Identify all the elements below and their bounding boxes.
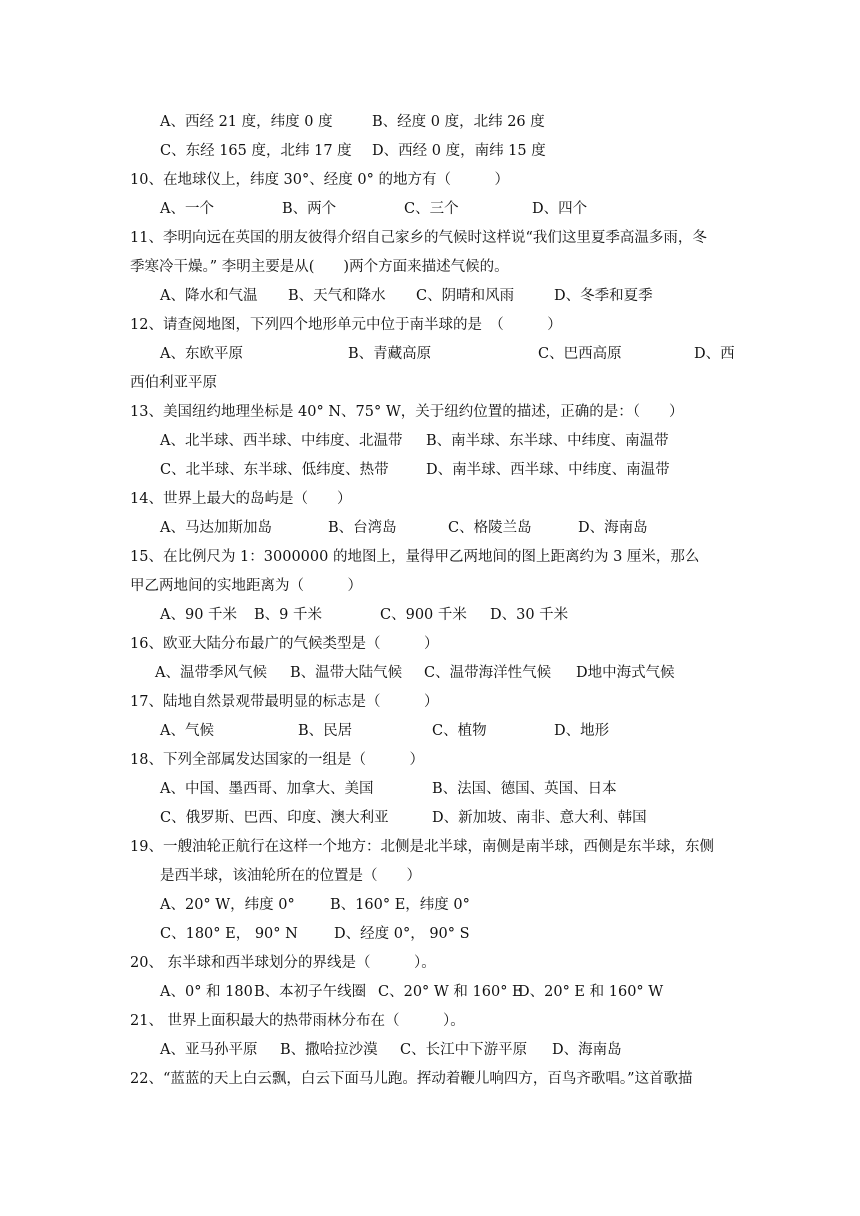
- question-11-cont: 季寒冷干燥。” 李明主要是从( )两个方面来描述气候的。: [130, 259, 509, 275]
- option-line: [160, 141, 770, 161]
- option-line: [160, 982, 770, 1002]
- option-c: C、东经 165 度，北纬 17 度: [160, 143, 352, 159]
- option-line: [160, 895, 770, 915]
- option-c: C、植物: [432, 723, 487, 739]
- option-a: A、0° 和 180: [160, 984, 253, 1000]
- option-a: A、90 千米: [160, 607, 238, 623]
- option-d: D、20° E 和 160° W: [518, 984, 664, 1000]
- option-a: A、温带季风气候: [155, 665, 267, 681]
- option-a: A、20° W，纬度 0°: [160, 897, 295, 913]
- option-c: C、北半球、东半球、低纬度、热带: [160, 462, 389, 478]
- option-b: B、温带大陆气候: [290, 665, 403, 681]
- question-16: 16、欧亚大陆分布最广的气候类型是（ ）: [130, 636, 439, 652]
- option-a: A、亚马孙平原: [160, 1042, 258, 1058]
- question-18: 18、下列全部属发达国家的一组是（ ）: [130, 752, 424, 768]
- question-17: 17、陆地自然景观带最明显的标志是（ ）: [130, 694, 439, 710]
- option-d: D、西经 0 度，南纬 15 度: [372, 143, 546, 159]
- option-line: [160, 460, 770, 480]
- option-b: B、民居: [298, 723, 353, 739]
- option-line: [160, 605, 770, 625]
- option-a: A、中国、墨西哥、加拿大、美国: [160, 781, 374, 797]
- option-b: B、9 千米: [254, 607, 322, 623]
- option-line: [160, 199, 770, 219]
- option-line: [155, 663, 765, 683]
- option-b: B、本初子午线圈: [254, 984, 367, 1000]
- option-c: C、温带海洋性气候: [424, 665, 552, 681]
- option-c: C、180° E， 90° N: [160, 926, 298, 942]
- option-c: C、格陵兰岛: [448, 520, 532, 536]
- option-d: D、经度 0°， 90° S: [334, 926, 470, 942]
- option-a: A、气候: [160, 723, 214, 739]
- option-line: [160, 431, 770, 451]
- option-line: [160, 518, 770, 538]
- question-14: 14、世界上最大的岛屿是（ ）: [130, 491, 352, 507]
- option-b: B、天气和降水: [288, 288, 386, 304]
- option-c: C、20° W 和 160° E: [378, 984, 523, 1000]
- option-d: D、冬季和夏季: [554, 288, 653, 304]
- option-line: [160, 924, 770, 944]
- option-d: D、西: [694, 346, 735, 362]
- option-c: C、三个: [404, 201, 459, 217]
- option-c: C、俄罗斯、巴西、印度、澳大利亚: [160, 810, 389, 826]
- question-15: 15、在比例尺为 1：3000000 的地图上，量得甲乙两地间的图上距离约为 3 厘米，那么: [130, 549, 700, 565]
- option-line: [160, 1040, 770, 1060]
- question-19-cont: 是西半球，该油轮所在的位置是（ ）: [160, 868, 421, 884]
- option-a: A、西经 21 度，纬度 0 度: [160, 114, 333, 130]
- option-b: B、南半球、东半球、中纬度、南温带: [426, 433, 669, 449]
- option-a: A、东欧平原: [160, 346, 243, 362]
- option-b: B、台湾岛: [328, 520, 397, 536]
- option-a: A、一个: [160, 201, 214, 217]
- question-15-cont: 甲乙两地间的实地距离为（ ）: [130, 578, 362, 594]
- option-b: B、160° E，纬度 0°: [330, 897, 470, 913]
- option-b: B、撒哈拉沙漠: [280, 1042, 378, 1058]
- option-b: B、经度 0 度，北纬 26 度: [372, 114, 545, 130]
- option-d: D、地形: [554, 723, 610, 739]
- question-11: 11、李明向远在英国的朋友彼得介绍自己家乡的气候时这样说“我们这里夏季高温多雨，冬: [130, 230, 707, 246]
- option-a: A、降水和气温: [160, 288, 258, 304]
- option-d: D地中海式气候: [576, 665, 675, 681]
- question-22: 22、“蓝蓝的天上白云飘，白云下面马儿跑。挥动着鞭儿响四方，百鸟齐歌唱。”这首歌描: [130, 1071, 693, 1087]
- option-a: A、马达加斯加岛: [160, 520, 272, 536]
- question-10: 10、在地球仪上，纬度 30°、经度 0° 的地方有（ ）: [130, 172, 509, 188]
- question-20: 20、 东半球和西半球划分的界线是（ ）。: [130, 955, 436, 971]
- option-line: [160, 112, 770, 132]
- option-d: D、四个: [532, 201, 588, 217]
- option-c: C、阴晴和风雨: [416, 288, 515, 304]
- option-line: [160, 721, 770, 741]
- question-13: 13、美国纽约地理坐标是 40° N、75° W，关于纽约位置的描述，正确的是：（ ）: [130, 404, 684, 420]
- option-c: C、900 千米: [380, 607, 467, 623]
- option-d: D、海南岛: [552, 1042, 622, 1058]
- option-line: [160, 344, 770, 364]
- option-c: C、巴西高原: [538, 346, 622, 362]
- question-12: 12、请查阅地图，下列四个地形单元中位于南半球的是 （ ）: [130, 317, 562, 333]
- option-line: [160, 779, 770, 799]
- option-d: D、南半球、西半球、中纬度、南温带: [426, 462, 670, 478]
- option-line: [160, 286, 770, 306]
- question-21: 21、 世界上面积最大的热带雨林分布在（ ）。: [130, 1013, 465, 1029]
- option-d: D、30 千米: [490, 607, 569, 623]
- option-b: B、法国、德国、英国、日本: [432, 781, 617, 797]
- question-12-cont: 西伯利亚平原: [130, 375, 217, 391]
- question-19: 19、一艘油轮正航行在这样一个地方：北侧是北半球，南侧是南半球，西侧是东半球，东侧: [130, 839, 714, 855]
- option-b: B、青藏高原: [348, 346, 432, 362]
- option-a: A、北半球、西半球、中纬度、北温带: [160, 433, 403, 449]
- option-b: B、两个: [282, 201, 337, 217]
- option-c: C、长江中下游平原: [400, 1042, 528, 1058]
- option-line: [160, 808, 770, 828]
- option-d: D、海南岛: [578, 520, 648, 536]
- option-d: D、新加坡、南非、意大利、韩国: [432, 810, 647, 826]
